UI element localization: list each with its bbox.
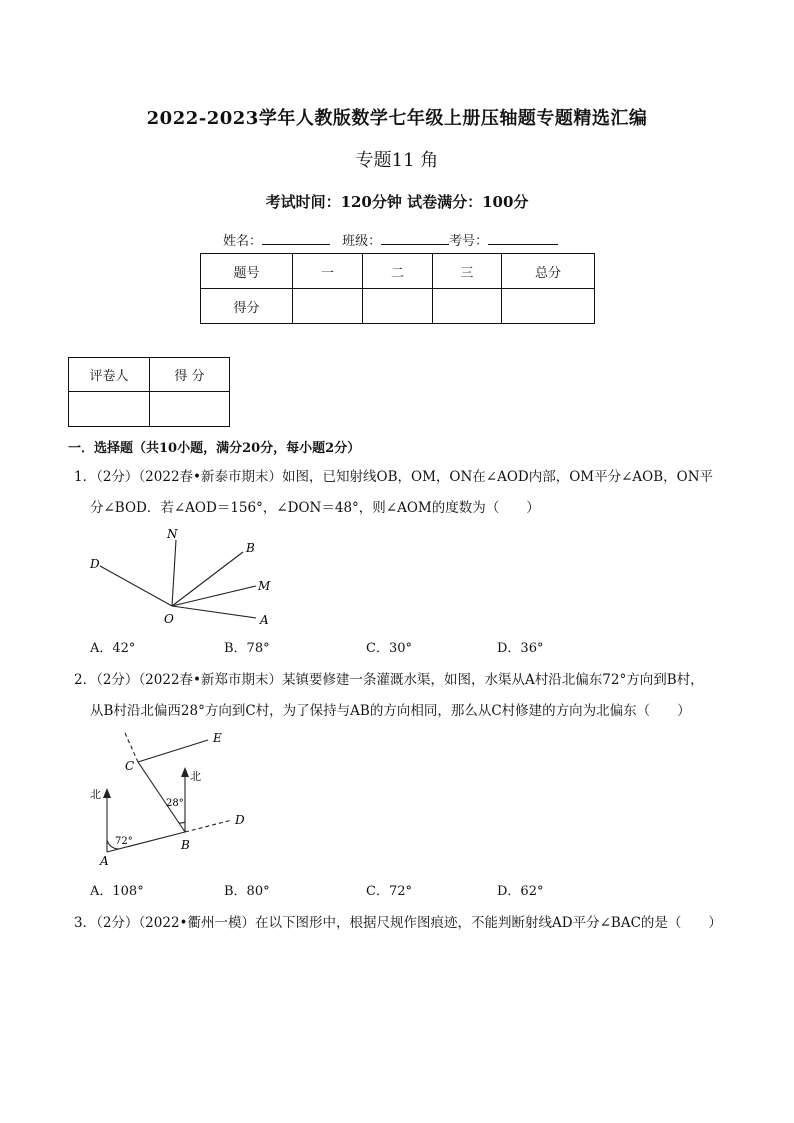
- label-e: E: [213, 731, 222, 745]
- name-label: 姓名：: [223, 234, 263, 249]
- option-c[interactable]: C．72°: [366, 884, 412, 899]
- label-o: O: [164, 612, 174, 626]
- number-label: 考号：: [449, 234, 489, 249]
- question-1-line-1: [74, 462, 734, 493]
- angle-arc-28: [179, 822, 185, 823]
- score-cell[interactable]: [293, 289, 363, 324]
- option-d[interactable]: D．62°: [497, 884, 544, 899]
- number-blank[interactable]: [488, 231, 558, 245]
- label-n: N: [167, 527, 178, 541]
- score-cell[interactable]: [363, 289, 433, 324]
- grader-header: 评卷人: [69, 358, 150, 392]
- question-text: 某镇要修建一条灌溉水渠，如图，水渠从A村沿北偏东72°方向到B村，: [282, 672, 704, 688]
- question-score: （2分）: [96, 672, 139, 688]
- angle-label-28: 28°: [166, 798, 184, 809]
- question-source: （2022春•新郑市期末）: [138, 672, 283, 688]
- canal-figure: [80, 728, 280, 868]
- question-text: 从B村沿北偏西28°方向到C村，为了保持与AB的方向相同，那么从C村修建的方向为北偏东（ ）: [90, 703, 691, 719]
- question-3: [74, 908, 744, 939]
- question-2-options: [90, 880, 730, 900]
- ray-od: [100, 566, 172, 606]
- score-cell: 总分: [502, 254, 595, 289]
- score-table: [200, 253, 595, 324]
- document-title: 2022-2023学年人教版数学七年级上册压轴题专题精选汇编: [146, 108, 648, 129]
- arrowhead-b: [181, 767, 189, 777]
- score-table-header-row: [201, 254, 595, 289]
- question-1-options: [90, 637, 730, 657]
- north-label-a: 北: [90, 788, 101, 801]
- question-number: 1．: [74, 469, 97, 485]
- exam-info: 考试时间：120分钟 试卷满分：100分: [265, 193, 529, 211]
- label-b: B: [181, 838, 190, 852]
- option-a[interactable]: A．42°: [90, 641, 136, 656]
- option-d[interactable]: D．36°: [497, 641, 544, 656]
- ray-oa: [172, 606, 256, 618]
- score-cell: 题号: [201, 254, 293, 289]
- student-fields: [223, 230, 558, 249]
- topic-title: 专题11 角: [355, 150, 439, 171]
- question-score: （2分）: [96, 915, 139, 931]
- angle-label-72: 72°: [115, 836, 133, 847]
- score-cell: 三: [433, 254, 502, 289]
- option-a[interactable]: A．108°: [90, 884, 144, 899]
- label-c: C: [125, 759, 135, 773]
- score-cell[interactable]: [433, 289, 502, 324]
- label-d: D: [235, 813, 245, 827]
- ray-ce: [138, 740, 208, 762]
- score-cell: 二: [363, 254, 433, 289]
- label-d: D: [90, 557, 100, 571]
- question-source: （2022•衢州一模）: [138, 915, 256, 931]
- angle-figure: [80, 520, 300, 630]
- option-b[interactable]: B．78°: [224, 641, 270, 656]
- question-text: 在以下图形中，根据尺规作图痕迹，不能判断射线AD平分∠BAC的是（ ）: [255, 915, 722, 931]
- score-table-score-row: [201, 289, 595, 324]
- question-number: 2．: [74, 672, 97, 688]
- score-cell: 得分: [201, 289, 293, 324]
- name-blank[interactable]: [262, 231, 330, 245]
- grader-table: [68, 357, 230, 427]
- question-2-line-1: [74, 665, 744, 696]
- question-text: 如图，已知射线OB，OM，ON在∠AOD内部，OM平分∠AOB，ON平: [282, 469, 714, 485]
- question-3-line-1: [74, 908, 744, 939]
- score-cell[interactable]: [502, 289, 595, 324]
- north-label-b: 北: [190, 770, 201, 783]
- question-number: 3．: [74, 915, 97, 931]
- grader-cell[interactable]: [69, 392, 150, 427]
- question-2: [74, 665, 744, 727]
- option-c[interactable]: C．30°: [366, 641, 412, 656]
- arrowhead-a: [103, 788, 111, 798]
- dashed-extension-bd: [185, 820, 232, 832]
- option-b[interactable]: B．80°: [224, 884, 270, 899]
- section-heading: 一．选择题（共10小题，满分20分，每小题2分）: [68, 441, 361, 456]
- question-text: 分∠BOD．若∠AOD＝156°，∠DON＝48°，则∠AOM的度数为（ ）: [90, 500, 540, 516]
- question-source: （2022春•新泰市期末）: [138, 469, 283, 485]
- points-cell[interactable]: [150, 392, 230, 427]
- class-blank[interactable]: [381, 231, 449, 245]
- label-a: A: [100, 854, 109, 868]
- label-a: A: [260, 613, 269, 627]
- label-b: B: [246, 541, 255, 555]
- ray-on: [172, 540, 176, 606]
- question-score: （2分）: [96, 469, 139, 485]
- class-label: 班级：: [342, 234, 382, 249]
- points-header: 得 分: [150, 358, 230, 392]
- dashed-extension-c: [125, 733, 138, 762]
- segment-bc: [138, 762, 185, 832]
- score-cell: 一: [293, 254, 363, 289]
- label-m: M: [258, 579, 271, 593]
- question-1: [74, 462, 734, 524]
